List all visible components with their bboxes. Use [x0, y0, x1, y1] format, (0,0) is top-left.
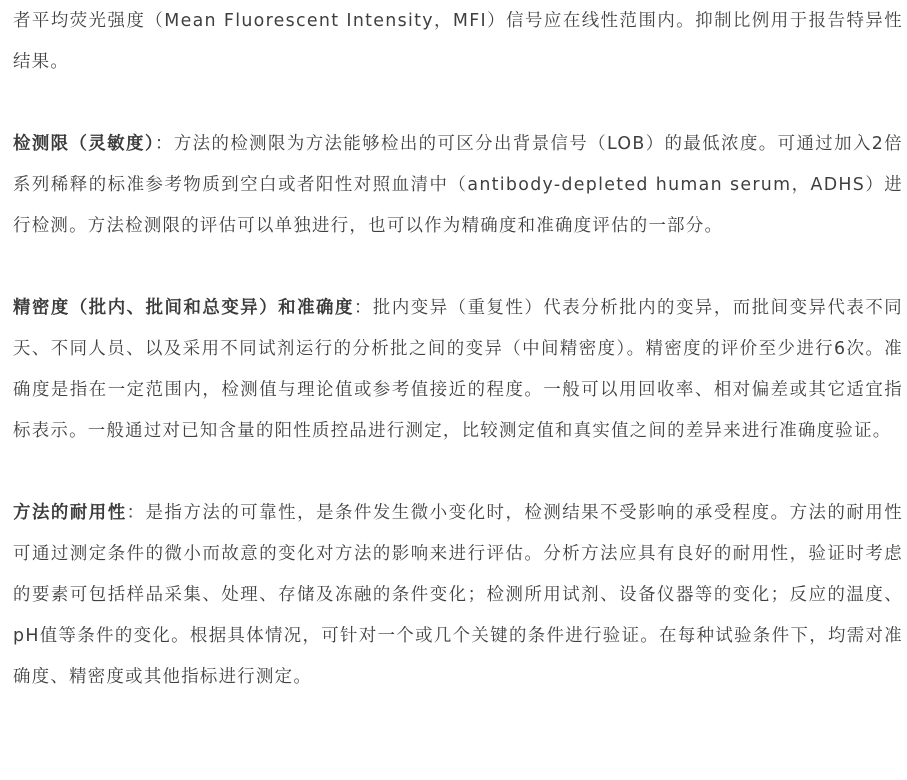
paragraph-spacer	[13, 452, 903, 493]
article-body	[13, 0, 903, 698]
paragraph-text: 者平均荧光强度（Mean Fluorescent Intensity，MFI）信号应在线性范围内。抑制比例用于报告特异性结果。	[13, 11, 903, 72]
term-robustness: 方法的耐用性	[13, 503, 127, 523]
term-detection-limit: 检测限（灵敏度）	[13, 134, 155, 154]
paragraph-detection-limit	[13, 124, 903, 247]
paragraph-text: ：是指方法的可靠性，是条件发生微小变化时，检测结果不受影响的承受程度。方法的耐用性可通过测定条件的微小而故意的变化对方法的影响来进行评估。分析方法应具有良好的耐用性，验证时考虑的要素可包括样品采集、处理、存储及冻融的条件变化；检测所用试剂、设备仪器等的变化；反应的温度、pH值等条件的变化。根据具体情况，可针对一个或几个关键的条件进行验证。在每种试验条件下，均需对准确度、精密度或其他指标进行测定。	[13, 503, 903, 687]
paragraph-robustness	[13, 493, 903, 698]
paragraph-text: ：批内变异（重复性）代表分析批内的变异，而批间变异代表不同天、不同人员、以及采用不同试剂运行的分析批之间的变异（中间精密度）。精密度的评价至少进行6次。准确度是指在一定范围内，检测值与理论值或参考值接近的程度。一般可以用回收率、相对偏差或其它适宜指标表示。一般通过对已知含量的阳性质控品进行测定，比较测定值和真实值之间的差异来进行准确度验证。	[13, 298, 904, 441]
paragraph-text: ：方法的检测限为方法能够检出的可区分出背景信号（LOB）的最低浓度。可通过加入2倍系列稀释的标准参考物质到空白或者阳性对照血清中（antibody-depleted human serum，ADHS）进行检测。方法检测限的评估可以单独进行，也可以作为精确度和准确度评估的一部分。	[13, 134, 903, 236]
term-precision-accuracy: 精密度（批内、批间和总变异）和准确度	[13, 298, 354, 318]
paragraph-mfi-signal	[13, 1, 903, 83]
paragraph-spacer	[13, 83, 903, 124]
paragraph-precision-accuracy	[13, 288, 903, 452]
paragraph-spacer	[13, 247, 903, 288]
